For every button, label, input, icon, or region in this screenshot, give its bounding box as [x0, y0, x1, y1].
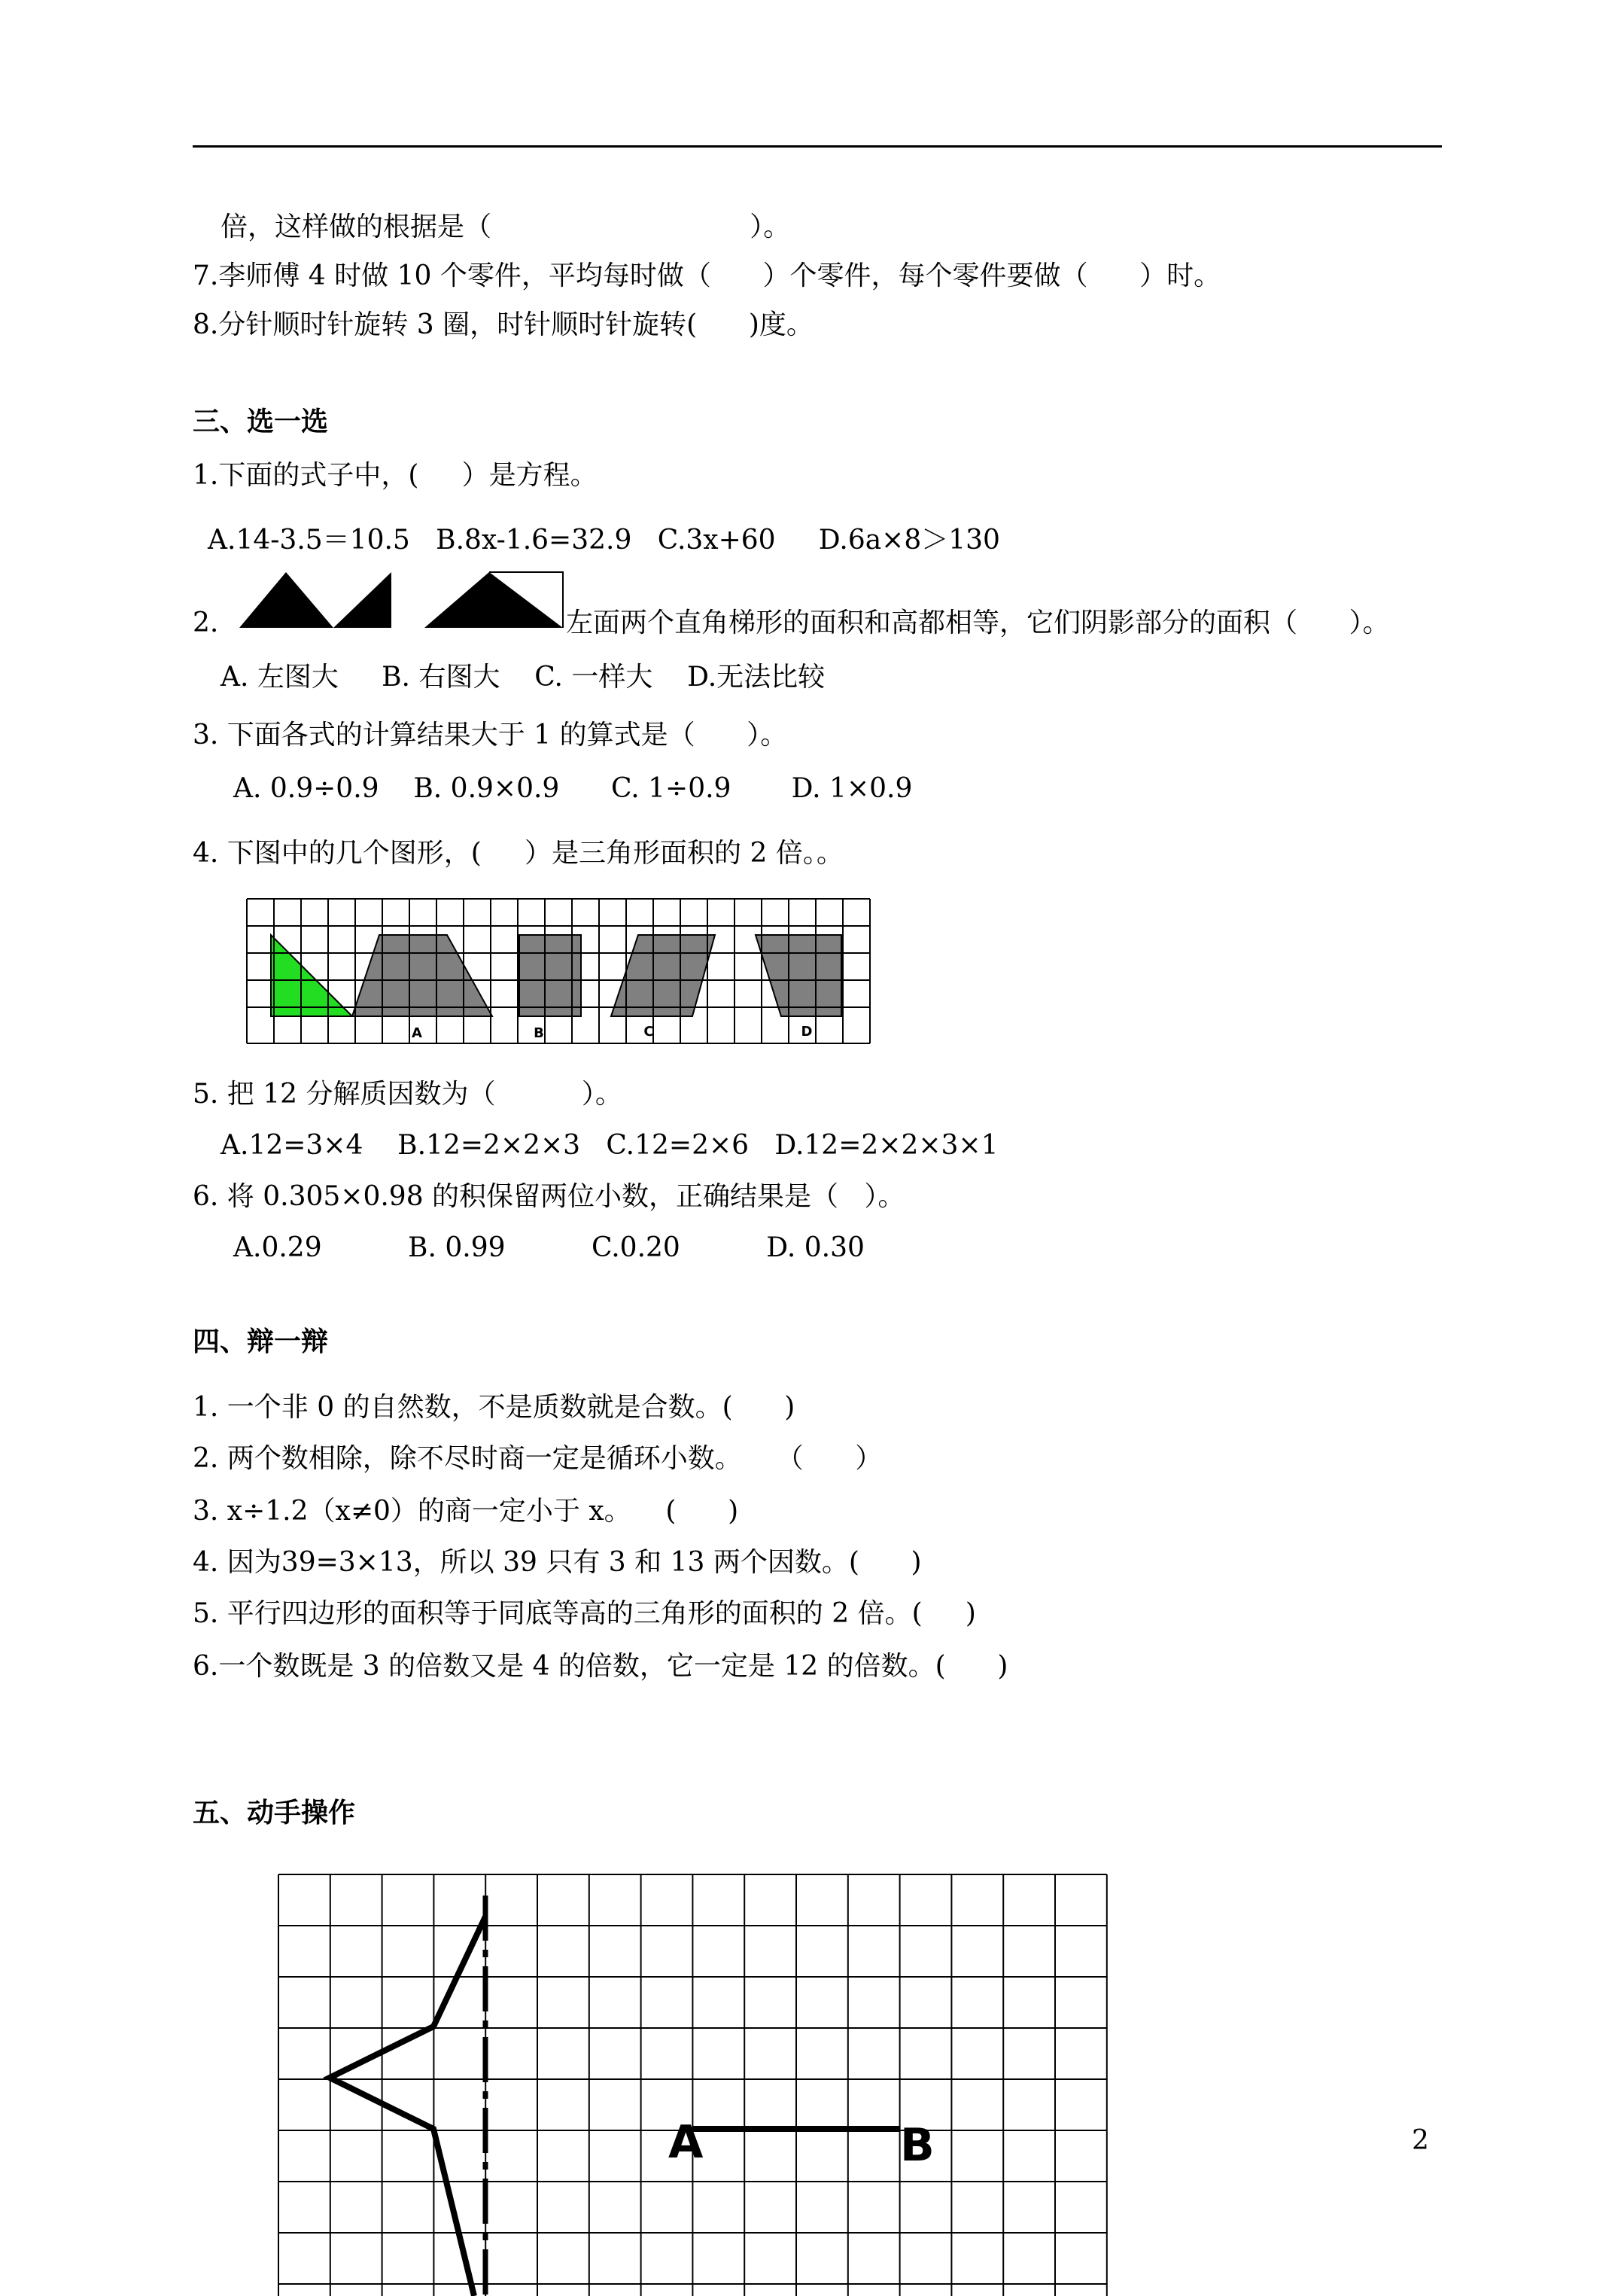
- question-8: 8.分针顺时针旋转 3 圈，时针顺时针旋转( )度。: [193, 309, 814, 340]
- choice-question-4: 4. 下图中的几个图形，( ）是三角形面积的 2 倍。。: [193, 838, 844, 869]
- green-triangle: [271, 935, 352, 1016]
- section-heading-3: 三、选一选: [193, 406, 329, 437]
- point-a-label: A: [668, 2116, 704, 2169]
- judge-item-2: 2. 两个数相除，除不尽时商一定是循环小数。 （ ）: [193, 1443, 883, 1474]
- choice-options-3: A. 0.9÷0.9 B. 0.9×0.9 C. 1÷0.9 D. 1×0.9: [233, 773, 913, 804]
- left-trapezoid-shade-1: [239, 572, 333, 628]
- judge-item-4: 4. 因为39=3×13，所以 39 只有 3 和 13 两个因数。( ): [193, 1547, 922, 1578]
- choice-question-5: 5. 把 12 分解质因数为（ ）。: [193, 1079, 622, 1110]
- choice-options-2: A. 左图大 B. 右图大 C. 一样大 D.无法比较: [220, 662, 826, 693]
- judge-item-1: 1. 一个非 0 的自然数，不是质数就是合数。( ): [193, 1392, 795, 1423]
- trapezoid-a: [352, 935, 492, 1016]
- trapezoid-d: [756, 935, 841, 1016]
- header-rule: [193, 145, 1442, 148]
- choice-options-6: A.0.29 B. 0.99 C.0.20 D. 0.30: [233, 1232, 865, 1263]
- choice-options-5: A.12=3×4 B.12=2×2×3 C.12=2×6 D.12=2×2×3×1: [220, 1130, 999, 1161]
- right-trapezoid-shade: [424, 572, 563, 628]
- page-number: 2: [1412, 2125, 1429, 2156]
- choice-options-1: A.14-3.5＝10.5 B.8x-1.6=32.9 C.3x+60 D.6a×8＞130: [208, 525, 1000, 556]
- left-trapezoid-shade-2: [333, 572, 391, 628]
- label-d: D: [801, 1024, 813, 1040]
- judge-item-5: 5. 平行四边形的面积等于同底等高的三角形的面积的 2 倍。( ): [193, 1598, 976, 1629]
- section-heading-5: 五、动手操作: [193, 1797, 356, 1829]
- trapezoid-figures: [239, 571, 570, 631]
- label-a: A: [412, 1025, 422, 1041]
- choice-question-2-number: 2.: [193, 607, 219, 638]
- section-heading-4: 四、辩一辩: [193, 1326, 329, 1357]
- operation-grid: [278, 1874, 1106, 2296]
- label-c: C: [643, 1024, 654, 1040]
- choice-question-2: 左面两个直角梯形的面积和高都相等，它们阴影部分的面积（ ）。: [566, 607, 1390, 638]
- question-7: 7.李师傅 4 时做 10 个零件，平均每时做（ ）个零件，每个零件要做（ ）时。: [193, 260, 1221, 291]
- judge-item-3: 3. x÷1.2（x≠0）的商一定小于 x。 ( ): [193, 1496, 739, 1527]
- judge-item-6: 6.一个数既是 3 的倍数又是 4 的倍数，它一定是 12 的倍数。( ): [193, 1651, 1008, 1682]
- choice-question-1: 1.下面的式子中，( ）是方程。: [193, 460, 598, 491]
- text-line: 倍，这样做的根据是（ ）。: [220, 212, 791, 242]
- shapes-grid-figure: [247, 899, 873, 1043]
- half-figure: [330, 1917, 485, 2296]
- point-b-label: B: [900, 2119, 935, 2172]
- choice-question-3: 3. 下面各式的计算结果大于 1 的算式是（ ）。: [193, 720, 788, 751]
- label-b: B: [534, 1025, 544, 1041]
- choice-question-6: 6. 将 0.305×0.98 的积保留两位小数，正确结果是（ ）。: [193, 1181, 905, 1212]
